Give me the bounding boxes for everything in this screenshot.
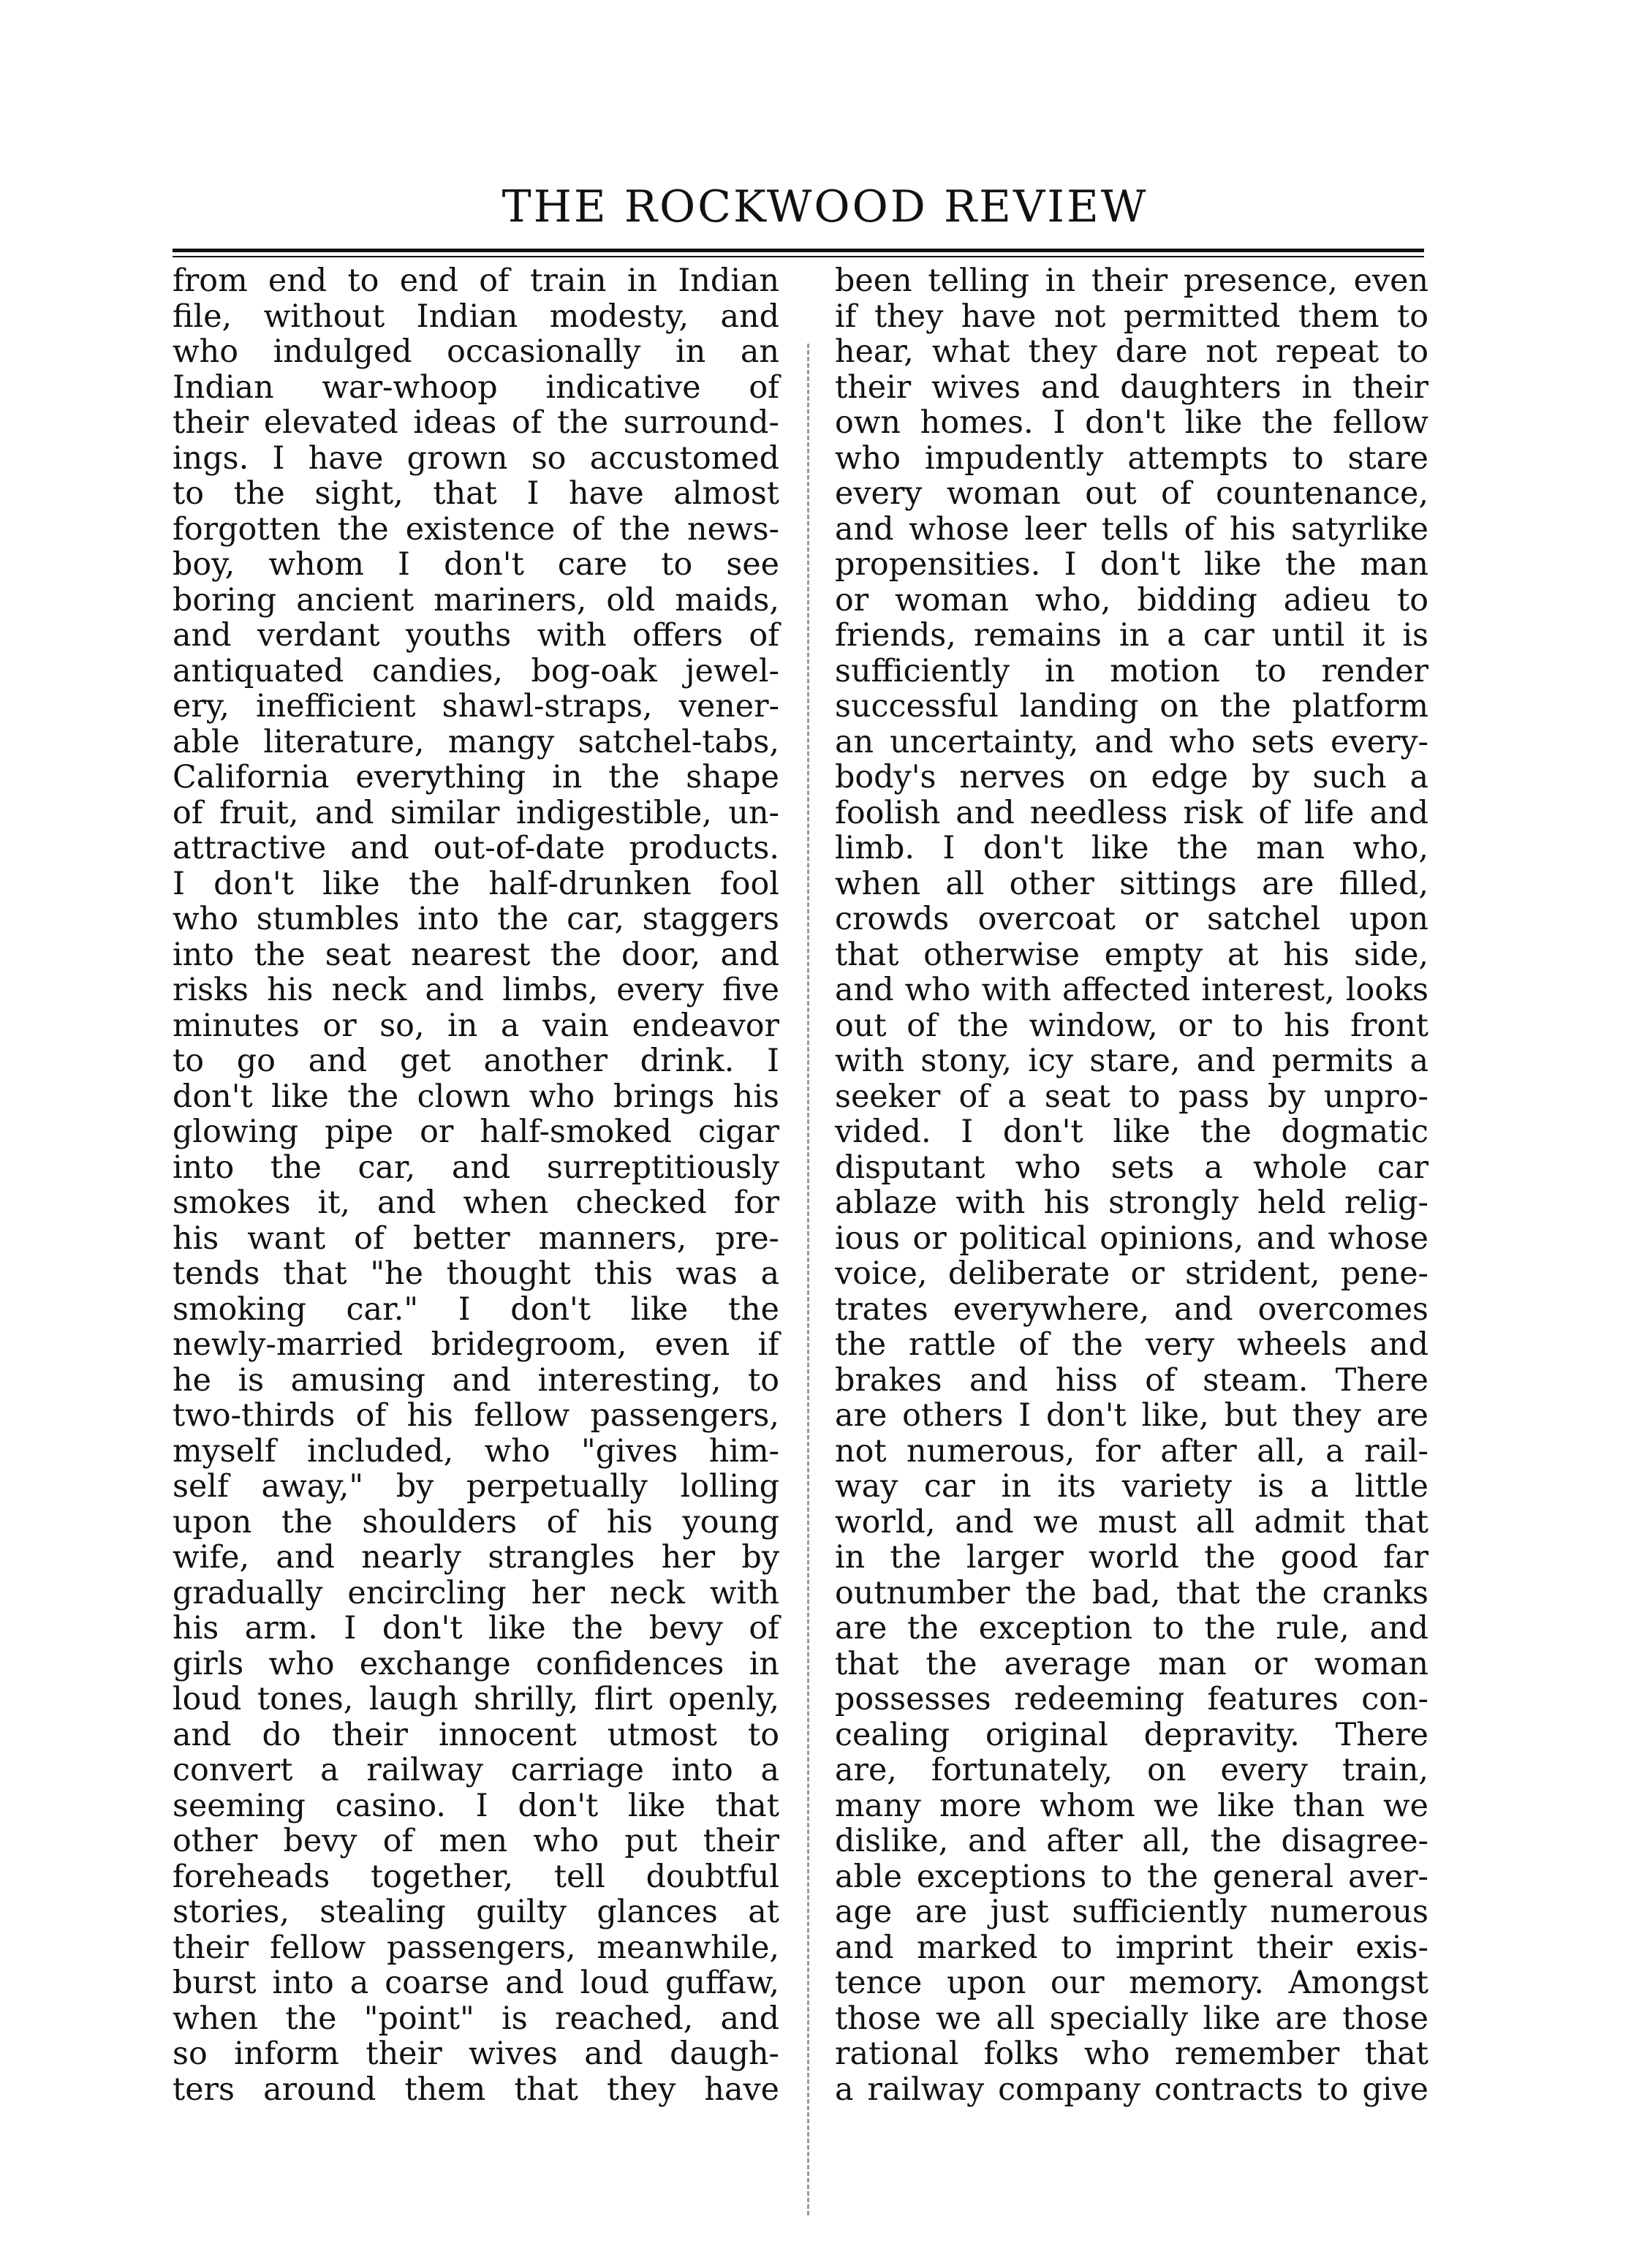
text-line: stories, stealing guilty glances at (173, 1894, 779, 1930)
text-line: California everything in the shape (173, 759, 779, 795)
text-line: ery, inefficient shawl-straps, vener- (173, 688, 779, 725)
text-line: ious or political opinions, and whose (835, 1220, 1428, 1257)
text-line: smoking car." I don't like the (173, 1290, 779, 1328)
text-line: convert a railway carriage into a (173, 1752, 779, 1788)
text-line: with stony, icy stare, and permits a (835, 1043, 1428, 1079)
text-line: many more whom we like than we (835, 1787, 1428, 1824)
text-line: loud tones, laugh shrilly, flirt openly, (173, 1681, 779, 1717)
text-line: myself included, who "gives him- (173, 1432, 779, 1470)
text-line: hear, what they dare not repeat to (835, 333, 1428, 370)
text-line: brakes and hiss of steam. There (835, 1361, 1428, 1399)
text-line: their elevated ideas of the surround- (173, 404, 779, 441)
text-line: foreheads together, tell doubtful (173, 1858, 779, 1895)
text-line: so inform their wives and daugh- (173, 2035, 779, 2072)
text-line: are, fortunately, on every train, (835, 1752, 1428, 1788)
text-line: when all other sittings are filled, (835, 865, 1428, 902)
text-line: vided. I don't like the dogmatic (835, 1114, 1428, 1150)
text-line: Indian war-whoop indicative of (173, 368, 779, 406)
text-line: forgotten the existence of the news- (173, 510, 779, 548)
text-line: gradually encircling her neck with (173, 1574, 779, 1611)
text-line: foolish and needless risk of life and (835, 794, 1428, 831)
text-line: that the average man or woman (835, 1645, 1428, 1682)
text-line: successful landing on the platform (835, 688, 1428, 725)
text-line: are others I don't like, but they are (835, 1397, 1428, 1434)
text-line: if they have not permitted them to (835, 298, 1428, 335)
text-line: glowing pipe or half-smoked cigar (173, 1114, 779, 1150)
text-line: newly-married bridegroom, even if (173, 1326, 779, 1363)
header-rule-thick (173, 249, 1424, 252)
text-line: boy, whom I don't care to see (173, 546, 779, 583)
text-line: rational folks who remember that (835, 2035, 1428, 2072)
text-line: file, without Indian modesty, and (173, 298, 779, 335)
text-line: in the larger world the good far (835, 1539, 1428, 1576)
text-line: that otherwise empty at his side, (835, 936, 1428, 973)
text-line: crowds overcoat or satchel upon (835, 901, 1428, 937)
text-line: who stumbles into the car, staggers (173, 901, 779, 937)
text-line: he is amusing and interesting, to (173, 1361, 779, 1399)
text-line: world, and we must all admit that (835, 1503, 1428, 1541)
text-line: other bevy of men who put their (173, 1823, 779, 1859)
text-line: I don't like the half-drunken fool (173, 865, 779, 902)
text-line: tends that "he thought this was a (173, 1255, 779, 1292)
text-line: every woman out of countenance, (835, 475, 1428, 512)
text-line: body's nerves on edge by such a (835, 759, 1428, 795)
text-line: when the "point" is reached, and (173, 2000, 779, 2037)
text-line: and who with affected interest, looks (835, 972, 1428, 1008)
text-line: who indulged occasionally in an (173, 333, 779, 370)
text-line: girls who exchange confidences in (173, 1645, 779, 1682)
text-line: their wives and daughters in their (835, 368, 1428, 406)
right-column (835, 263, 1428, 2107)
text-line: seeming casino. I don't like that (173, 1787, 779, 1824)
text-line: into the car, and surreptitiously (173, 1149, 779, 1186)
text-line: able exceptions to the general aver- (835, 1858, 1428, 1895)
text-line: ters around them that they have (173, 2071, 779, 2108)
text-line: been telling in their presence, even (835, 262, 1428, 299)
text-line: or woman who, bidding adieu to (835, 581, 1428, 619)
text-line: from end to end of train in Indian (173, 262, 779, 299)
text-line: two-thirds of his fellow passengers, (173, 1397, 779, 1434)
text-line: disputant who sets a whole car (835, 1149, 1428, 1186)
page-header: THE ROCKWOOD REVIEW (502, 181, 1148, 233)
text-line: tence upon our memory. Amongst (835, 1965, 1428, 2001)
text-line: an uncertainty, and who sets every- (835, 723, 1428, 760)
text-line: propensities. I don't like the man (835, 546, 1428, 583)
text-line: don't like the clown who brings his (173, 1078, 779, 1115)
text-line: own homes. I don't like the fellow (835, 404, 1428, 441)
text-line: self away," by perpetually lolling (173, 1468, 779, 1505)
text-line: limb. I don't like the man who, (835, 830, 1428, 866)
text-line: his want of better manners, pre- (173, 1220, 779, 1257)
left-column (173, 263, 779, 2107)
text-line: burst into a coarse and loud guffaw, (173, 1965, 779, 2001)
text-line: antiquated candies, bog-oak jewel- (173, 652, 779, 689)
text-line: able literature, mangy satchel-tabs, (173, 723, 779, 760)
text-line: way car in its variety is a little (835, 1468, 1428, 1505)
text-line: their fellow passengers, meanwhile, (173, 1929, 779, 1966)
text-line: attractive and out-of-date products. (173, 830, 779, 866)
text-line: seeker of a seat to pass by unpro- (835, 1078, 1428, 1115)
text-line: smokes it, and when checked for (173, 1184, 779, 1221)
text-line: the rattle of the very wheels and (835, 1326, 1428, 1363)
text-line: to the sight, that I have almost (173, 475, 779, 512)
column-divider (807, 344, 809, 2215)
text-line: into the seat nearest the door, and (173, 936, 779, 973)
text-line: a railway company contracts to give (835, 2071, 1428, 2108)
text-line: not numerous, for after all, a rail- (835, 1432, 1428, 1470)
text-line: boring ancient mariners, old maids, (173, 581, 779, 619)
text-line: risks his neck and limbs, every five (173, 972, 779, 1008)
text-line: and marked to imprint their exis- (835, 1929, 1428, 1966)
text-line: outnumber the bad, that the cranks (835, 1574, 1428, 1611)
text-line: ablaze with his strongly held relig- (835, 1184, 1428, 1221)
text-line: upon the shoulders of his young (173, 1503, 779, 1541)
text-line: to go and get another drink. I (173, 1043, 779, 1079)
text-line: and whose leer tells of his satyrlike (835, 510, 1428, 548)
text-line: sufficiently in motion to render (835, 652, 1428, 689)
text-line: of fruit, and similar indigestible, un- (173, 794, 779, 831)
text-line: out of the window, or to his front (835, 1007, 1428, 1044)
text-line: friends, remains in a car until it is (835, 617, 1428, 654)
text-line: dislike, and after all, the disagree- (835, 1823, 1428, 1859)
text-line: trates everywhere, and overcomes (835, 1290, 1428, 1328)
text-line: minutes or so, in a vain endeavor (173, 1007, 779, 1044)
text-line: those we all specially like are those (835, 2000, 1428, 2037)
text-line: who impudently attempts to stare (835, 439, 1428, 477)
text-line: voice, deliberate or strident, pene- (835, 1255, 1428, 1292)
text-line: and verdant youths with offers of (173, 617, 779, 654)
text-line: cealing original depravity. There (835, 1716, 1428, 1753)
text-line: ings. I have grown so accustomed (173, 439, 779, 477)
header-rule-thin (173, 256, 1424, 257)
text-line: possesses redeeming features con- (835, 1681, 1428, 1717)
text-line: his arm. I don't like the bevy of (173, 1610, 779, 1647)
text-line: wife, and nearly strangles her by (173, 1539, 779, 1576)
text-line: and do their innocent utmost to (173, 1716, 779, 1753)
text-line: are the exception to the rule, and (835, 1610, 1428, 1647)
text-line: age are just sufficiently numerous (835, 1894, 1428, 1930)
